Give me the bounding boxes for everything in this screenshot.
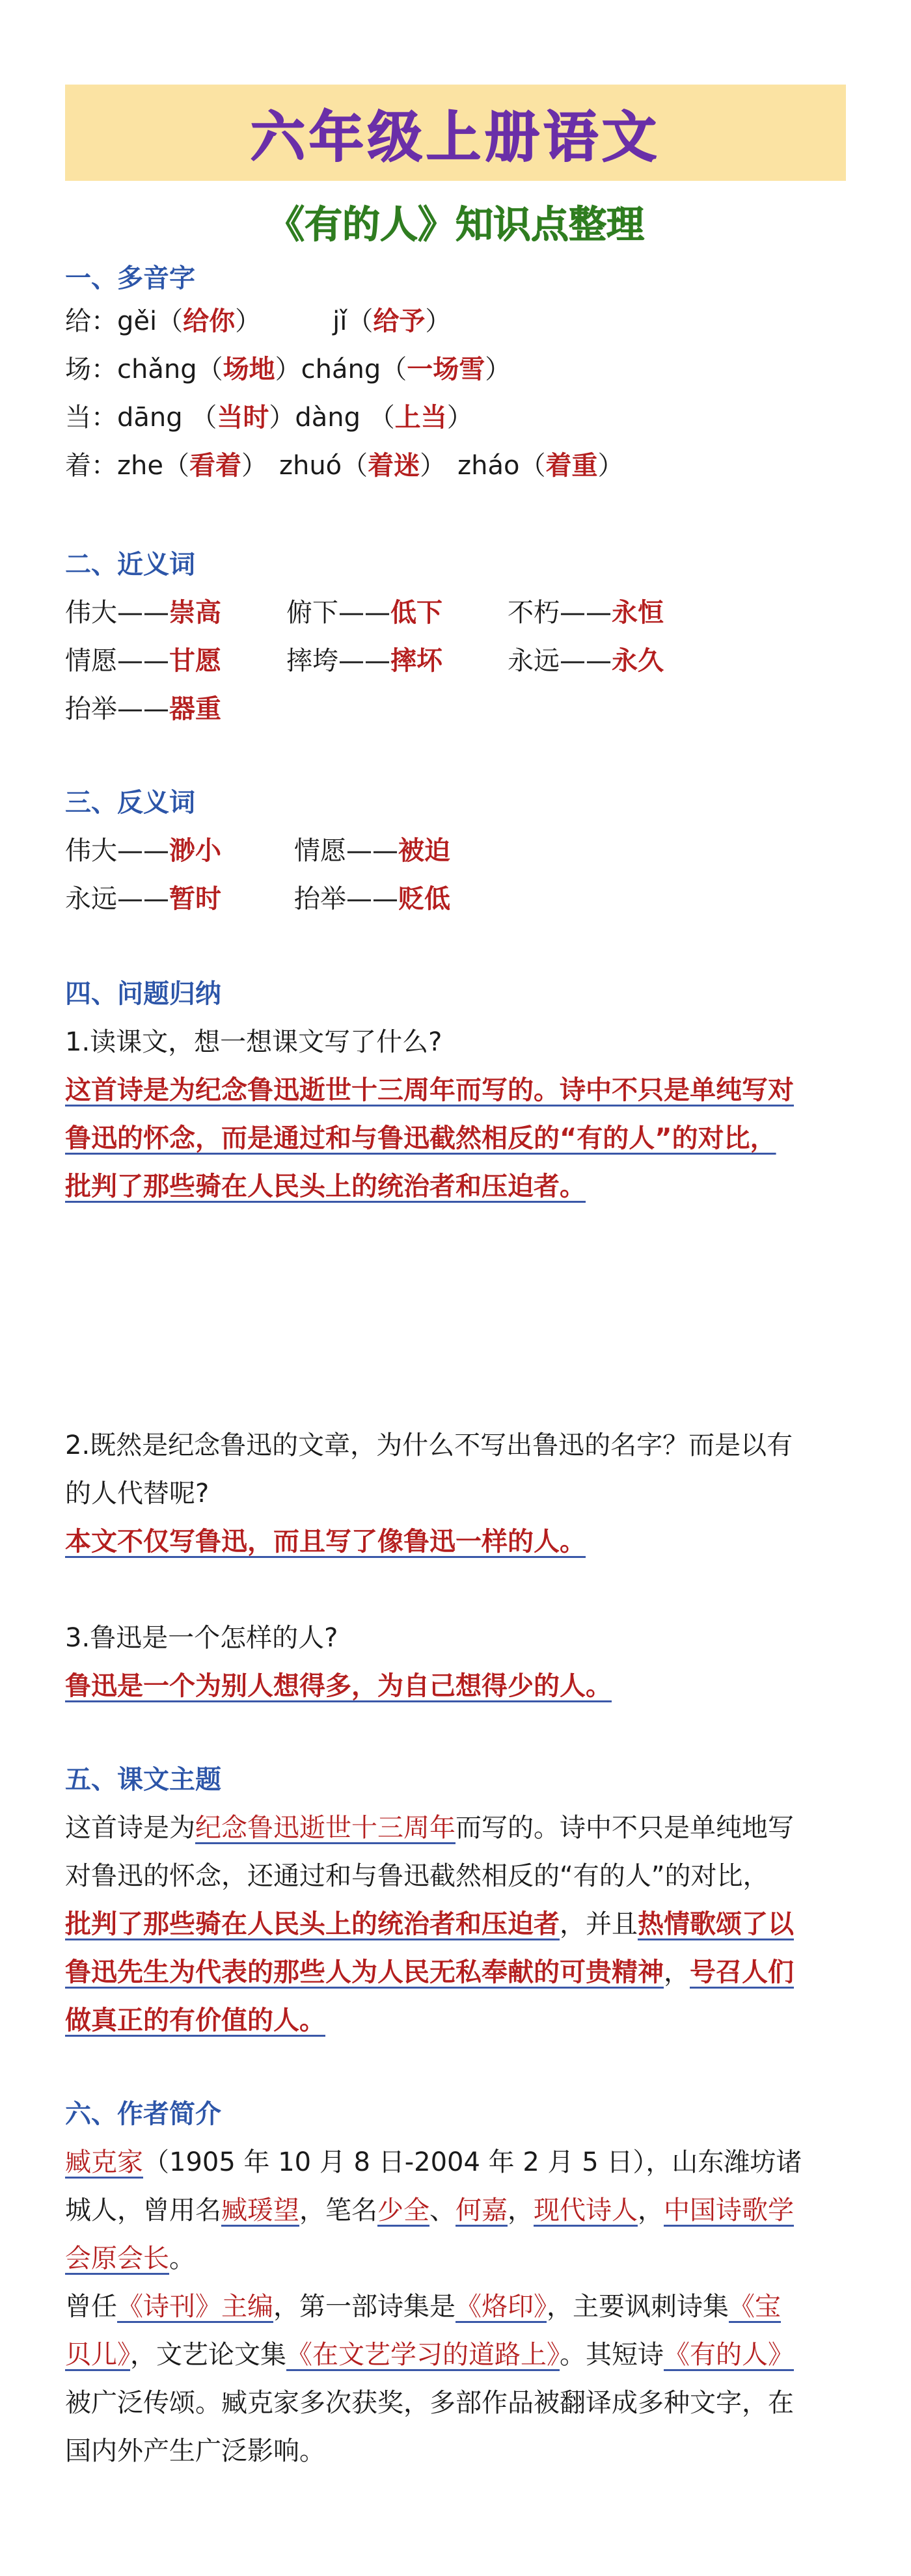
question-3: 3.鲁迅是一个怎样的人?: [65, 1623, 338, 1653]
author-line: 曾任《诗刊》主编，第一部诗集是《烙印》，主要讽刺诗集《宝: [65, 2292, 781, 2322]
section-title-questions: 四、问题归纳: [65, 979, 221, 1009]
section-title-antonyms: 三、反义词: [65, 788, 195, 818]
polyphonic-row: 当：dāng （当时）dàng （上当）: [65, 403, 473, 433]
synonym-pair: 伟大——崇高: [65, 598, 221, 628]
page-subtitle: 《有的人》知识点整理: [266, 202, 644, 247]
answer-1-line: 批判了那些骑在人民头上的统治者和压迫者。: [65, 1172, 586, 1201]
author-line: 臧克家（1905 年 10 月 8 日-2004 年 2 月 5 日），山东潍坊诸: [65, 2147, 802, 2177]
theme-line: 做真正的有价值的人。: [65, 2006, 325, 2035]
author-line: 贝儿》，文艺论文集《在文艺学习的道路上》。其短诗《有的人》: [65, 2340, 794, 2370]
section-title-author: 六、作者简介: [65, 2099, 221, 2129]
theme-line: 对鲁迅的怀念，还通过和与鲁迅截然相反的“有的人”的对比，: [65, 1861, 769, 1891]
author-line: 会原会长。: [65, 2244, 195, 2274]
answer-3: 鲁迅是一个为别人想得多，为自己想得少的人。: [65, 1671, 612, 1701]
synonym-pair: 永远——永久: [508, 646, 664, 676]
antonym-pair: 伟大——渺小: [65, 836, 221, 866]
author-line: 国内外产生广泛影响。: [65, 2436, 325, 2466]
synonym-pair: 不朽——永恒: [508, 598, 664, 628]
antonym-pair: 抬举——贬低: [294, 884, 450, 914]
synonym-pair: 抬举——器重: [65, 694, 221, 724]
title-banner: [65, 85, 846, 181]
synonym-pair: 俯下——低下: [286, 598, 442, 628]
polyphonic-row: 着：zhe（看着） zhuó（着迷） zháo（着重）: [65, 451, 624, 481]
theme-line: 批判了那些骑在人民头上的统治者和压迫者，并且热情歌颂了以: [65, 1909, 794, 1939]
question-1: 1.读课文，想一想课文写了什么?: [65, 1027, 442, 1057]
antonym-pair: 情愿——被迫: [294, 836, 450, 866]
author-line: 被广泛传颂。臧克家多次获奖，多部作品被翻译成多种文字，在: [65, 2388, 794, 2418]
section-title-polyphonic: 一、多音字: [65, 263, 195, 293]
polyphonic-row: 给：gěi（给你） jǐ（给予）: [65, 306, 452, 336]
author-line: 城人，曾用名臧瑗望，笔名少全、何嘉，现代诗人，中国诗歌学: [65, 2195, 794, 2225]
synonym-pair: 摔垮——摔坏: [286, 646, 442, 676]
answer-1-line: 鲁迅的怀念，而是通过和与鲁迅截然相反的“有的人”的对比，: [65, 1123, 776, 1153]
synonym-pair: 情愿——甘愿: [65, 646, 221, 676]
answer-2: 本文不仅写鲁迅，而且写了像鲁迅一样的人。: [65, 1527, 586, 1557]
question-2-line: 的人代替呢?: [65, 1479, 210, 1509]
polyphonic-row: 场：chǎng（场地）cháng（一场雪）: [65, 355, 511, 384]
antonym-pair: 永远——暂时: [65, 884, 221, 914]
answer-1-line: 这首诗是为纪念鲁迅逝世十三周年而写的。诗中不只是单纯写对: [65, 1075, 794, 1105]
section-title-synonyms: 二、近义词: [65, 550, 195, 580]
page-title: 六年级上册语文: [250, 105, 660, 169]
theme-line: 这首诗是为纪念鲁迅逝世十三周年而写的。诗中不只是单纯地写: [65, 1813, 794, 1843]
question-2-line: 2.既然是纪念鲁迅的文章，为什么不写出鲁迅的名字？而是以有: [65, 1430, 793, 1460]
section-title-theme: 五、课文主题: [65, 1765, 221, 1795]
theme-line: 鲁迅先生为代表的那些人为人民无私奉献的可贵精神，号召人们: [65, 1957, 794, 1987]
